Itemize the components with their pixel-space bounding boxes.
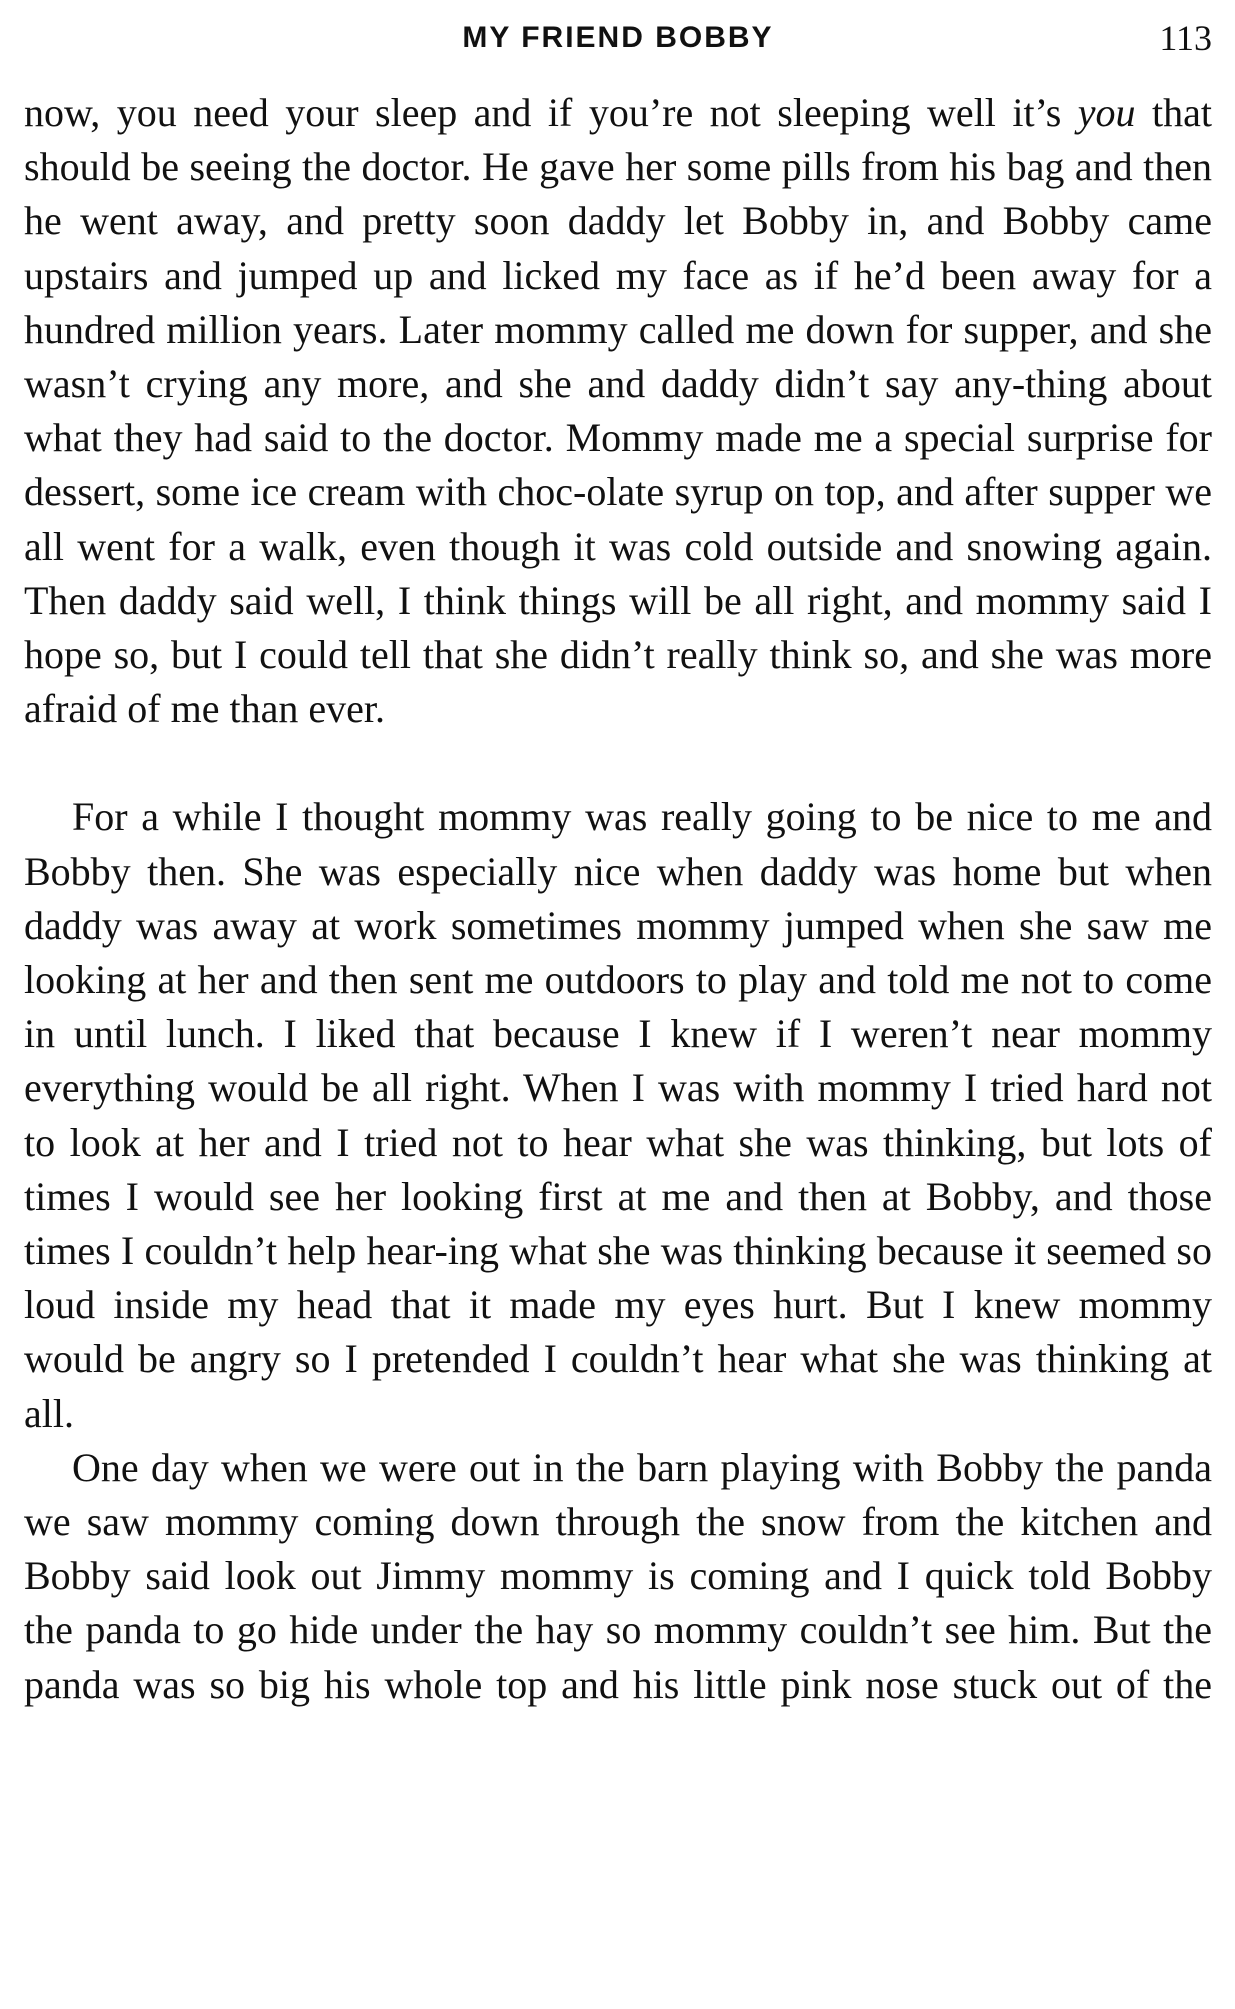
paragraph-2	[24, 790, 1212, 1440]
body-text	[24, 86, 1212, 1712]
page-number: 113	[1159, 18, 1212, 58]
paragraph-3-text: One day when we were out in the barn playing with Bobby the panda we saw mommy coming down through the snow from the kitchen and Bobby said look out Jimmy mommy is coming and I quick told Bobby the panda to go hide under the hay so mommy couldn’t see him. But the panda was so big his whole top and his little pink nose stuck out of the	[24, 1444, 1212, 1707]
running-head	[24, 14, 1212, 62]
paragraph-1-italic-you: you	[1077, 90, 1136, 135]
paragraph-1	[24, 86, 1212, 736]
paragraph-1-text-b: that should be seeing the doctor. He gave her some pills from his bag and then he went away, and pretty soon daddy let Bobby in, and Bobby came upstairs and jumped up and licked my face as if he’d been away for a hundred million years. Later mommy called me down for supper, and she wasn’t crying any more, and she and daddy didn’t say any-thing about what they had said to the doctor. Mommy made me a special surprise for dessert, some ice cream with choc-olate syrup on top, and after supper we all went for a walk, even though it was cold outside and snowing again. Then daddy said well, I think things will be all right, and mommy said I hope so, but I could tell that she didn’t really think so, and she was more afraid of me than ever.	[24, 90, 1213, 732]
paragraph-gap	[24, 736, 1212, 790]
running-head-title: MY FRIEND BOBBY	[462, 21, 774, 54]
paragraph-3	[24, 1441, 1212, 1712]
paragraph-1-text-a: now, you need your sleep and if you’re not sleeping well it’s	[24, 90, 1078, 135]
paragraph-2-text: For a while I thought mommy was really going to be nice to me and Bobby then. She was especially nice when daddy was home but when daddy was away at work sometimes mommy jumped when she saw me looking at her and then sent me outdoors to play and told me not to come in until lunch. I liked that because I knew if I weren’t near mommy everything would be all right. When I was with mommy I tried hard not to look at her and I tried not to hear what she was thinking, but lots of times I would see her looking first at me and then at Bobby, and those times I couldn’t help hear-ing what she was thinking because it seemed so loud inside my head that it made my eyes hurt. But I knew mommy would be angry so I pretended I couldn’t hear what she was thinking at all.	[24, 794, 1212, 1436]
